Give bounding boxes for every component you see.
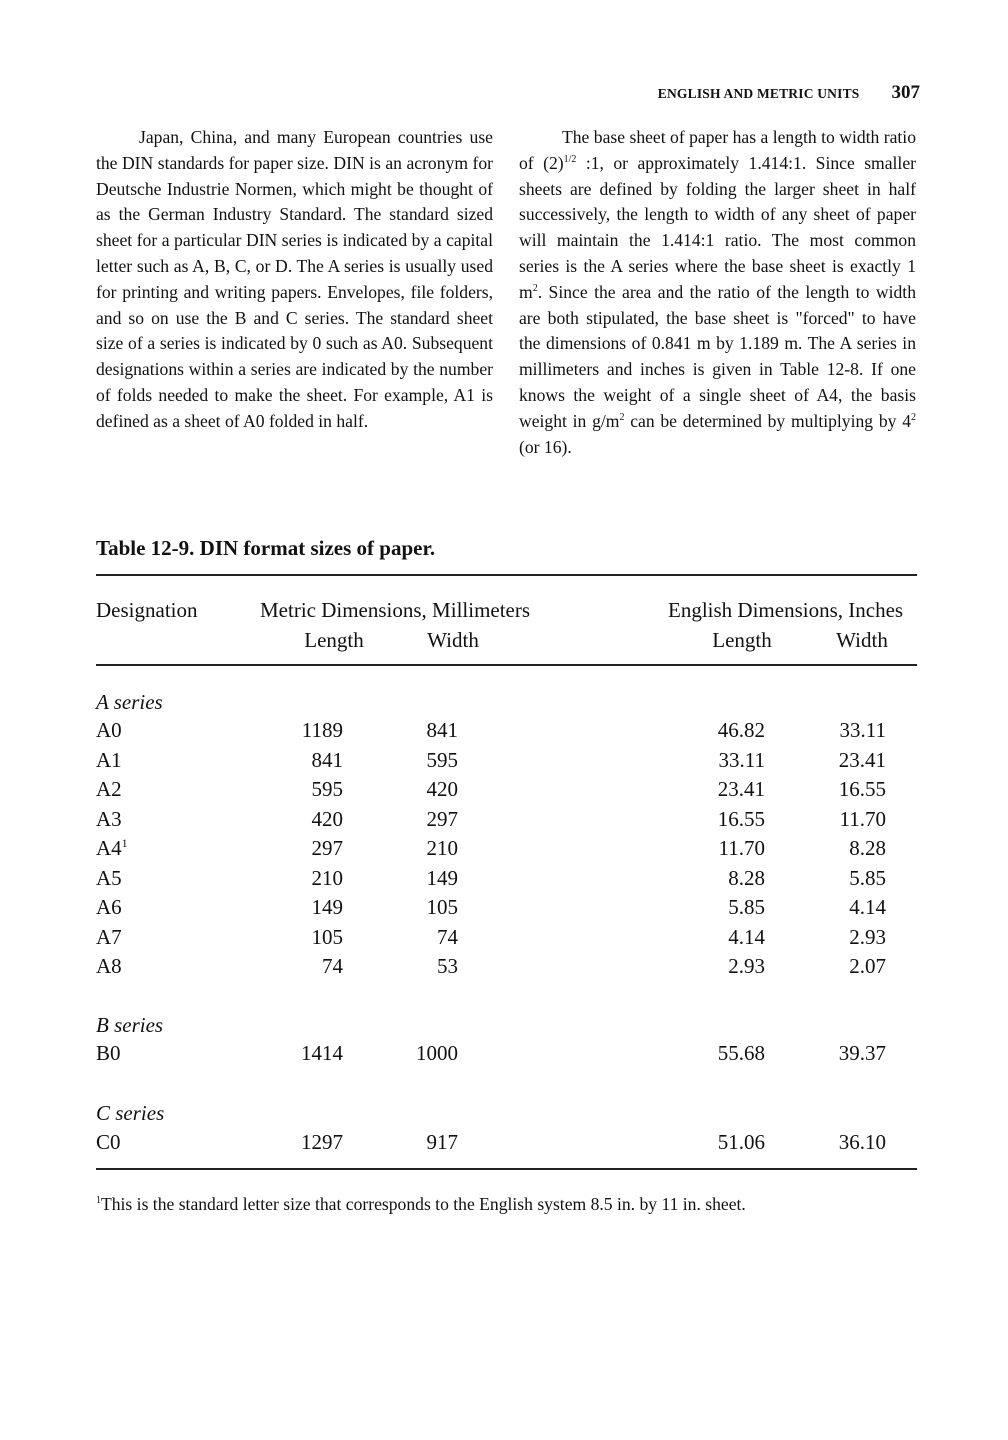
cell-mm-width: 74: [437, 924, 458, 949]
header-english-width: Width: [836, 628, 888, 652]
table-top-rule: [96, 574, 917, 576]
table-row: [0, 777, 1008, 807]
cell-in-width: 23.41: [838, 747, 886, 772]
cell-designation: [96, 836, 128, 861]
cell-designation: [96, 925, 122, 950]
cell-in-width: 16.55: [838, 777, 886, 801]
cell-designation: [96, 1130, 121, 1155]
cell-designation: [96, 895, 122, 920]
cell-mm-length: 105: [311, 924, 343, 949]
designation-text: B0: [96, 1041, 121, 1065]
cell-in-length: 55.68: [717, 1041, 765, 1065]
cell-in-length: 2.93: [728, 954, 765, 978]
cell-mm-width: 53: [437, 954, 458, 978]
designation-text: A7: [96, 924, 122, 949]
header-english-length: Length: [712, 628, 772, 652]
series-label: A series: [96, 690, 163, 714]
right-text-5: (or 16).: [519, 436, 572, 457]
footnote-marker: 1: [96, 1195, 101, 1207]
table-header-rule: [96, 664, 917, 666]
designation-text: A4: [96, 836, 122, 860]
cell-designation: [96, 748, 122, 773]
designation-text: A8: [96, 954, 122, 978]
cell-mm-length: 210: [311, 865, 343, 890]
cell-mm-length: 841: [311, 747, 343, 772]
cell-mm-width: 210: [426, 836, 458, 860]
cell-mm-length: 595: [311, 777, 343, 801]
cell-mm-width: 917: [426, 1130, 458, 1154]
designation-text: A0: [96, 718, 122, 742]
table-row: [0, 836, 1008, 866]
cell-designation: [96, 807, 122, 832]
cell-mm-length: 1297: [301, 1130, 343, 1154]
designation-text: C0: [96, 1130, 121, 1154]
table-row: [0, 866, 1008, 896]
designation-text: A1: [96, 747, 122, 772]
cell-in-width: 33.11: [839, 718, 886, 742]
cell-in-width: 39.37: [838, 1041, 886, 1065]
right-text-3: . Since the area and the ratio of the length to width are both stipulated, the base sheet is "forced" to have the dimensions of 0.841 m by 1.189 m. The A series in millimeters and inches is given in Table 12-8. If one knows the weight of a single sheet of A4, the basis weight in g/m: [519, 281, 916, 431]
footnote-reference: 1: [121, 836, 128, 850]
header-designation: Designation: [96, 598, 198, 622]
cell-designation: [96, 777, 122, 802]
cell-designation: [96, 866, 122, 891]
cell-mm-width: 149: [426, 865, 458, 890]
cell-designation: [96, 954, 122, 979]
cell-in-width: 36.10: [838, 1130, 886, 1154]
cell-designation: [96, 718, 122, 743]
page-number: 307: [891, 82, 920, 103]
table-row: [0, 748, 1008, 778]
superscript-half: 1/2: [563, 153, 577, 165]
running-head: [600, 82, 920, 108]
cell-mm-width: 841: [426, 718, 458, 742]
right-text-1: The base sheet of paper has a length to width ratio of (2): [519, 127, 916, 173]
cell-mm-length: 1189: [301, 718, 343, 742]
cell-in-length: 46.82: [717, 718, 765, 742]
footnote-text: This is the standard letter size that corresponds to the English system 8.5 in. by 11 in. sheet.: [101, 1194, 746, 1214]
cell-designation: [96, 1041, 121, 1066]
cell-in-length: 33.11: [718, 747, 765, 772]
table-row: [0, 925, 1008, 955]
table-row: [0, 718, 1008, 748]
series-label: B series: [96, 1013, 164, 1037]
table-row: [0, 1130, 1008, 1160]
header-metric: Metric Dimensions, Millimeters: [260, 598, 531, 622]
cell-mm-length: 420: [311, 806, 343, 831]
table-row: [0, 895, 1008, 925]
designation-text: A6: [96, 895, 122, 919]
cell-in-length: 8.28: [728, 865, 765, 890]
left-column: [96, 125, 493, 435]
header-metric-length: Length: [304, 628, 364, 652]
right-paragraph: [519, 125, 916, 460]
right-text-4: can be determined by multiplying by 4: [624, 410, 911, 431]
superscript-squared-2: 2: [619, 411, 625, 423]
left-paragraph: Japan, China, and many European countries use the DIN standards for paper size. DIN is an acronym for Deutsche Industrie Normen, which might be thought of as the German Industry Standard. The standard sized sheet for a particular DIN series is indicated by a capital letter such as A, B, C, or D. The A series is usually used for printing and writing papers. Envelopes, file folders, and so on use the B and C series. The standard sheet size of a series is indicated by 0 such as A0. Subsequent designations within a series are indicated by the number of folds needed to make the sheet. For example, A1 is defined as a sheet of A0 folded in half.: [96, 127, 493, 431]
right-text-2: :1, or approximately 1.414:1. Since smaller sheets are defined by folding the larger sheet in half successively, the length to width of any sheet of paper will maintain the 1.414:1 ratio. The most common series is the A series where the base sheet is exactly 1 m: [519, 152, 916, 302]
cell-mm-width: 595: [426, 747, 458, 772]
cell-mm-width: 420: [426, 777, 458, 801]
cell-mm-width: 105: [426, 895, 458, 919]
cell-in-length: 23.41: [717, 777, 765, 801]
cell-in-width: 5.85: [849, 865, 886, 890]
cell-mm-length: 74: [322, 954, 343, 978]
cell-mm-length: 149: [311, 895, 343, 919]
superscript-power: 2: [911, 411, 916, 423]
cell-in-width: 2.07: [849, 954, 886, 978]
running-head-title: ENGLISH AND METRIC UNITS: [657, 86, 860, 101]
cell-in-length: 5.85: [728, 895, 765, 919]
table-caption: Table 12-9. DIN format sizes of paper.: [96, 536, 436, 560]
series-label: C series: [96, 1101, 165, 1125]
table-row: [0, 807, 1008, 837]
cell-mm-width: 1000: [416, 1041, 458, 1065]
superscript-squared: 2: [532, 282, 538, 294]
header-metric-width: Width: [427, 628, 479, 652]
cell-in-length: 4.14: [728, 924, 765, 949]
cell-in-width: 8.28: [849, 836, 886, 860]
cell-in-length: 16.55: [717, 806, 765, 831]
cell-in-width: 4.14: [849, 895, 886, 919]
cell-in-width: 11.70: [839, 806, 886, 831]
table-row: [0, 1041, 1008, 1071]
table-bottom-rule: [96, 1168, 917, 1170]
right-column: [519, 125, 916, 460]
cell-in-length: 51.06: [717, 1130, 765, 1154]
cell-mm-length: 1414: [301, 1041, 343, 1065]
cell-mm-length: 297: [311, 836, 343, 860]
designation-text: A5: [96, 865, 122, 890]
cell-in-length: 11.70: [718, 836, 765, 860]
cell-mm-width: 297: [426, 806, 458, 831]
designation-text: A3: [96, 806, 122, 831]
table-footnote: [96, 1194, 926, 1215]
header-english: English Dimensions, Inches: [668, 598, 904, 622]
cell-in-width: 2.93: [849, 924, 886, 949]
table-row: [0, 954, 1008, 984]
designation-text: A2: [96, 777, 122, 801]
